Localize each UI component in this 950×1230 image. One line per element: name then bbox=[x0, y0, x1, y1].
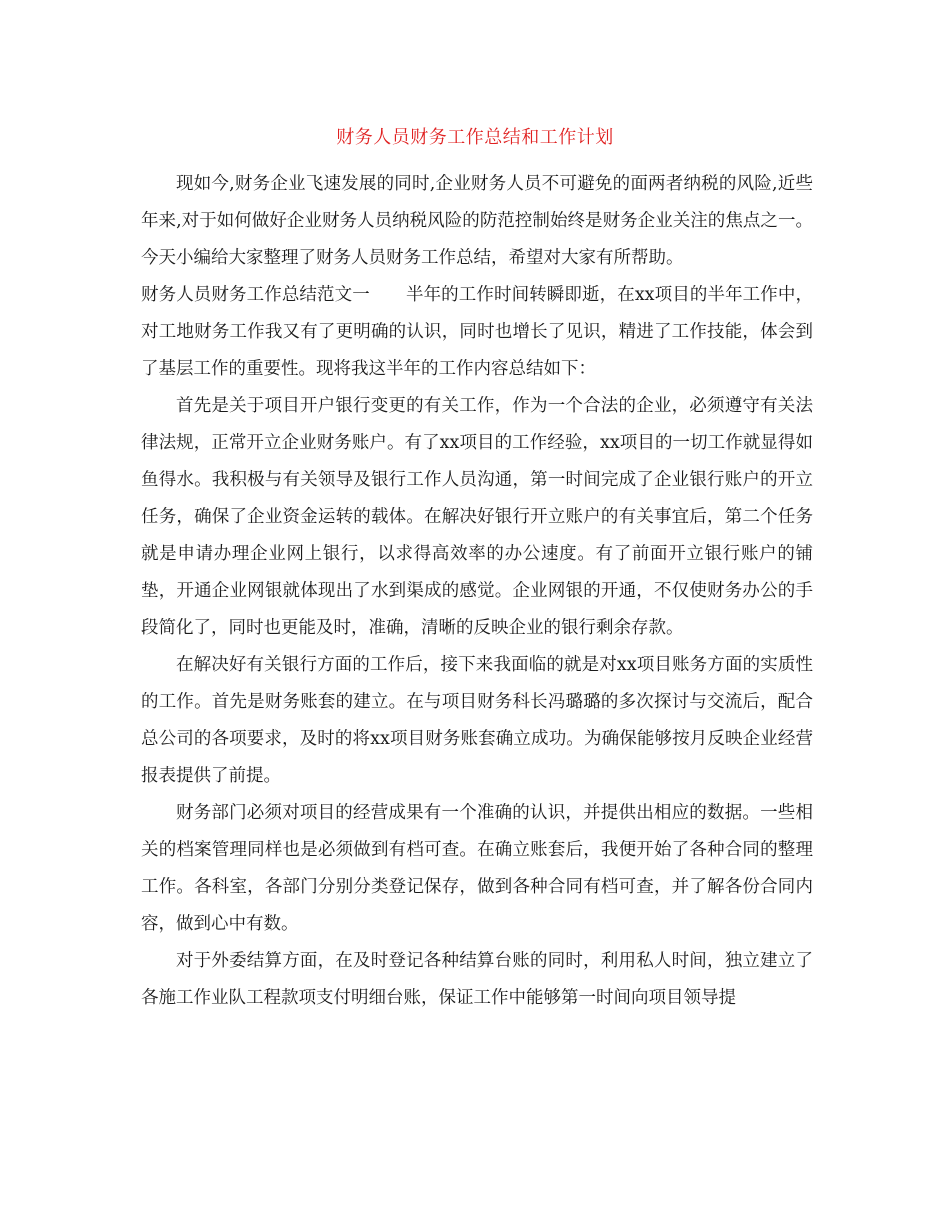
body-paragraph-2: 在解决好有关银行方面的工作后，接下来我面临的就是对xx项目账务方面的实质性的工作。首先是财务账套的建立。在与项目财务科长冯璐璐的多次探讨与交流后，配合总公司的各项要求，及时的将xx项目财务账套确立成功。为确保能够按月反映企业经营报表提供了前提。 bbox=[141, 655, 813, 786]
document-body bbox=[141, 166, 813, 1017]
document-title: 财务人员财务工作总结和工作计划 bbox=[336, 127, 614, 148]
section-paragraph bbox=[141, 277, 813, 388]
section-heading: 财务人员财务工作总结范文一 bbox=[141, 285, 370, 305]
body-paragraph-3: 财务部门必须对项目的经营成果有一个准确的认识，并提供出相应的数据。一些相关的档案管理同样也是必须做到有档可查。在确立账套后，我便开始了各种合同的整理工作。各科室，各部门分别分类登记保存，做到各种合同有档可查，并了解各份合同内容，做到心中有数。 bbox=[141, 803, 813, 934]
section-opening-text: 半年的工作时间转瞬即逝，在xx项目的半年工作中，对工地财务工作我又有了更明确的认识，同时也增长了见识，精进了工作技能，体会到了基层工作的重要性。现将我这半年的工作内容总结如下： bbox=[141, 285, 813, 379]
body-paragraph-4: 对于外委结算方面，在及时登记各种结算台账的同时，利用私人时间，独立建立了各施工作业队工程款项支付明细台账，保证工作中能够第一时间向项目领导提 bbox=[141, 951, 813, 1008]
intro-paragraph: 现如今,财务企业飞速发展的同时,企业财务人员不可避免的面两者纳税的风险,近些年来,对于如何做好企业财务人员纳税风险的防范控制始终是财务企业关注的焦点之一。今天小编给大家整理了财务人员财务工作总结，希望对大家有所帮助。 bbox=[141, 174, 813, 268]
body-paragraph-1: 首先是关于项目开户银行变更的有关工作，作为一个合法的企业，必须遵守有关法律法规，正常开立企业财务账户。有了xx项目的工作经验，xx项目的一切工作就显得如鱼得水。我积极与有关领导及银行工作人员沟通，第一时间完成了企业银行账户的开立任务，确保了企业资金运转的载体。在解决好银行开立账户的有关事宜后，第二个任务就是申请办理企业网上银行，以求得高效率的办公速度。有了前面开立银行账户的铺垫，开通企业网银就体现出了水到渠成的感觉。企业网银的开通，不仅使财务办公的手段简化了，同时也更能及时，准确，清晰的反映企业的银行剩余存款。 bbox=[141, 396, 813, 638]
